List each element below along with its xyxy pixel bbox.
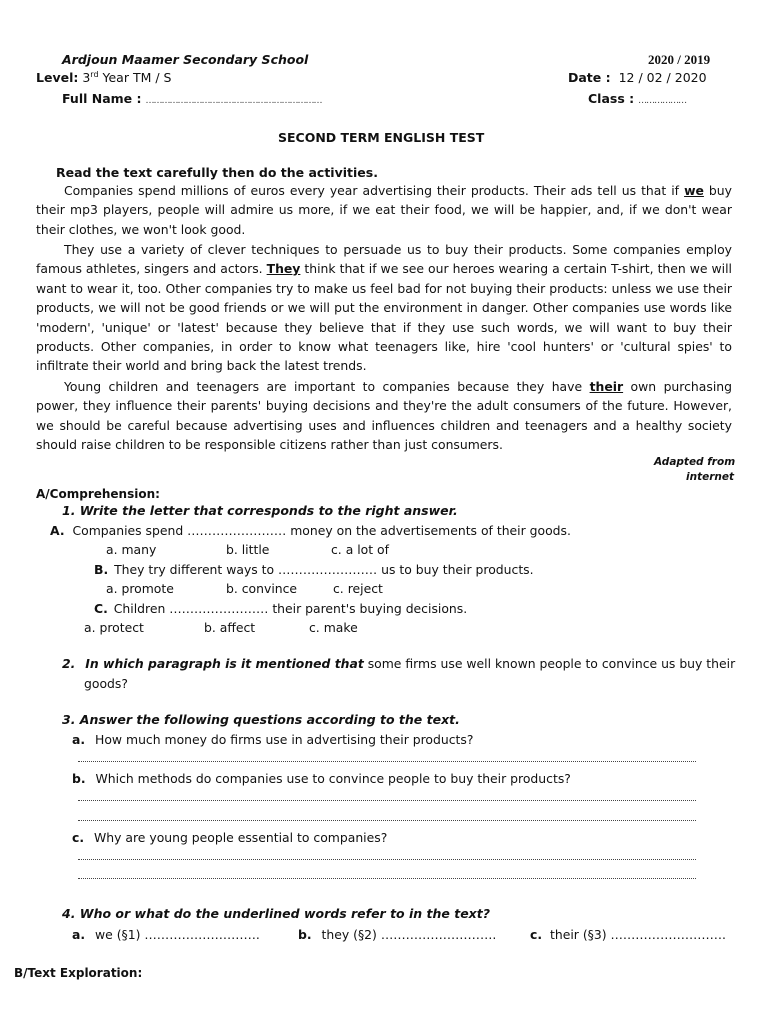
- fullname-line: [62, 91, 321, 106]
- q4c-label: c.: [530, 927, 543, 942]
- question-3a: [72, 732, 473, 747]
- level-label: Level:: [36, 70, 79, 86]
- p1-text-a: Companies spend millions of euros every year advertising their products. Their ads tell us that if: [64, 183, 685, 198]
- question-1a: [50, 523, 571, 538]
- underlined-we: we: [684, 183, 704, 198]
- question-2: [62, 656, 735, 671]
- q2-line-2: goods?: [84, 676, 128, 691]
- question-4c: [530, 927, 726, 942]
- p3-text-a: Young children and teenagers are important to companies because they have: [64, 379, 590, 394]
- school-year: 2020 / 2019: [648, 52, 711, 67]
- q1c-option-a[interactable]: a. protect: [84, 620, 144, 635]
- q3c-text: Why are young people essential to companies?: [94, 830, 388, 845]
- question-4b: [298, 927, 496, 942]
- fullname-field[interactable]: …………………………………………………………: [145, 96, 322, 106]
- test-title: SECOND TERM ENGLISH TEST: [278, 130, 485, 145]
- paragraph-3: [36, 377, 732, 455]
- q1b-label: B.: [94, 562, 109, 577]
- q2-number: 2.: [62, 656, 76, 671]
- q4c-text[interactable]: their (§3) ……………………….: [550, 927, 726, 942]
- q3b-answer-line-2[interactable]: [78, 820, 696, 821]
- q3c-answer-line-1[interactable]: [78, 859, 696, 860]
- q1c-option-b[interactable]: b. affect: [204, 620, 256, 635]
- q1a-label: A.: [50, 523, 65, 538]
- q3a-label: a.: [72, 732, 86, 747]
- q1a-option-a[interactable]: a. many: [106, 542, 157, 557]
- q3a-text: How much money do firms use in advertising their products?: [95, 732, 474, 747]
- question-3b: [72, 771, 571, 786]
- q3a-answer-line[interactable]: [78, 761, 696, 762]
- q3b-answer-line-1[interactable]: [78, 800, 696, 801]
- q3b-label: b.: [72, 771, 86, 786]
- q1c-label: C.: [94, 601, 108, 616]
- q1b-option-b[interactable]: b. convince: [226, 581, 298, 596]
- q2-rest-text: some firms use well known people to convince us buy their: [363, 656, 736, 671]
- p2-text-a: They use a variety of clever techniques to persuade us to buy their products. Some companies employ famous athletes, singers and actors.: [36, 242, 732, 277]
- q3c-label: c.: [72, 830, 85, 845]
- school-name: Ardjoun Maamer Secondary School: [62, 52, 309, 67]
- q1a-option-b[interactable]: b. little: [226, 542, 270, 557]
- question-1c: [94, 601, 467, 616]
- q1a-text: Companies spend …………………… money on the advertisements of their goods.: [72, 523, 571, 538]
- q1b-text: They try different ways to …………………… us to buy their products.: [114, 562, 534, 577]
- q4b-label: b.: [298, 927, 312, 942]
- q1a-option-c[interactable]: c. a lot of: [331, 542, 389, 557]
- q1b-option-c[interactable]: c. reject: [333, 581, 383, 596]
- class-field[interactable]: ………………: [638, 96, 687, 106]
- underlined-their: their: [589, 379, 624, 394]
- level-sup: rd: [90, 70, 99, 79]
- question-3c: [72, 830, 387, 845]
- q1c-text: Children …………………… their parent's buying decisions.: [113, 601, 468, 616]
- q1b-option-a[interactable]: a. promote: [106, 581, 174, 596]
- paragraph-1: [36, 181, 732, 239]
- question-1: 1. Write the letter that corresponds to the right answer.: [62, 503, 458, 518]
- question-3: 3. Answer the following questions according to the text.: [62, 712, 460, 727]
- question-1b: [94, 562, 534, 577]
- question-4: 4. Who or what do the underlined words refer to in the text?: [62, 906, 490, 921]
- q4a-text[interactable]: we (§1) ……………………….: [95, 927, 260, 942]
- level-num: 3: [82, 70, 91, 86]
- paragraph-2: [36, 240, 732, 376]
- p3-text-b: own purchasing power, they influence their parents' buying decisions and they're the adult consumers of the future. However, we should be careful because advertising uses and influences children and teenagers and a healthy society should raise children to be responsible citizens rather than just consumers.: [36, 379, 732, 453]
- q3c-answer-line-2[interactable]: [78, 878, 696, 879]
- date-value: 12 / 02 / 2020: [618, 70, 707, 85]
- class-label: Class :: [588, 91, 635, 106]
- q4b-text[interactable]: they (§2) ……………………….: [321, 927, 497, 942]
- text-exploration-heading: B/Text Exploration:: [14, 966, 143, 980]
- comprehension-heading: A/Comprehension:: [36, 487, 160, 501]
- q4a-label: a.: [72, 927, 86, 942]
- p2-text-b: think that if we see our heroes wearing a certain T-shirt, then we will want to wear it, too. Other companies try to make us feel bad for not buying their products: unless we use their products, we will not be good friends or we will put the environment in danger. Other companies use words like 'modern', 'unique' or 'latest' because they believe that if they use such words, we will want to buy their products. Other companies, in order to know what teenagers like, hire 'cool hunters' or 'cultural spies' to infiltrate their world and bring back the latest trends.: [36, 261, 732, 374]
- source-line-2: internet: [686, 471, 735, 483]
- level-value: Year TM / S: [102, 70, 172, 86]
- source-line-1: Adapted from: [654, 456, 736, 468]
- underlined-they: They: [266, 261, 301, 277]
- reading-instruction: Read the text carefully then do the activities.: [56, 165, 378, 180]
- p1-text-b: buy their mp3 players, people will admire us more, if we eat their food, we will be happier, and, if we don't wear their clothes, we won't look good.: [36, 183, 732, 237]
- question-4a: [72, 927, 260, 942]
- q1c-option-c[interactable]: c. make: [309, 620, 358, 635]
- q3b-text: Which methods do companies use to convince people to buy their products?: [95, 771, 571, 786]
- fullname-label: Full Name :: [62, 91, 142, 106]
- q2-bold-text: In which paragraph is it mentioned that: [85, 656, 364, 671]
- date-label: Date :: [568, 70, 611, 85]
- level-line: [36, 70, 171, 85]
- date-line: [568, 70, 707, 85]
- class-line: [588, 91, 686, 106]
